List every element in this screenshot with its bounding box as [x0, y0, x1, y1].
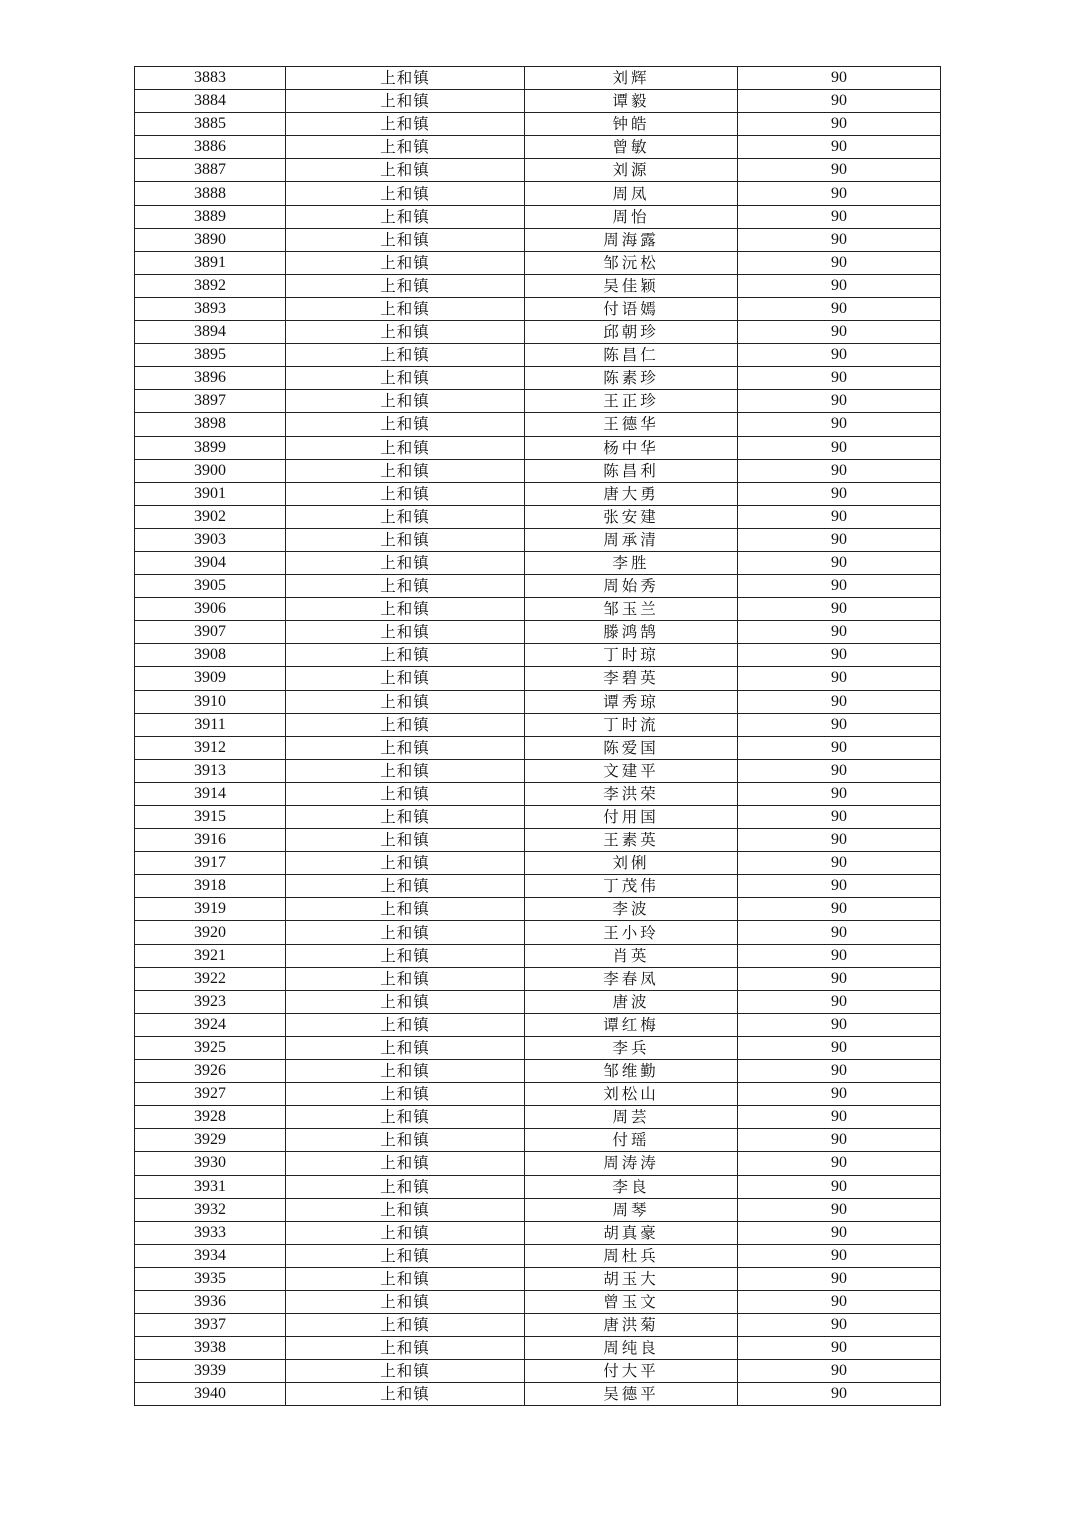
name-cell: 邹维勤 — [525, 1060, 738, 1083]
table-row — [135, 551, 941, 574]
table-row — [135, 782, 941, 805]
table-row — [135, 713, 941, 736]
score-cell: 90 — [738, 413, 941, 436]
score-cell: 90 — [738, 1337, 941, 1360]
table-row — [135, 1290, 941, 1313]
town-cell: 上和镇 — [286, 667, 525, 690]
table-row — [135, 944, 941, 967]
score-cell: 90 — [738, 551, 941, 574]
serial-number-cell: 3888 — [135, 182, 286, 205]
table-row — [135, 759, 941, 782]
table-row — [135, 113, 941, 136]
serial-number-cell: 3910 — [135, 690, 286, 713]
name-cell: 曾敏 — [525, 136, 738, 159]
table-row — [135, 367, 941, 390]
score-cell: 90 — [738, 1036, 941, 1059]
town-cell: 上和镇 — [286, 182, 525, 205]
table-row — [135, 829, 941, 852]
table-row — [135, 1337, 941, 1360]
score-cell: 90 — [738, 1314, 941, 1337]
name-cell: 李兵 — [525, 1036, 738, 1059]
serial-number-cell: 3920 — [135, 921, 286, 944]
serial-number-cell: 3902 — [135, 505, 286, 528]
table-row — [135, 1152, 941, 1175]
name-cell: 吴德平 — [525, 1383, 738, 1406]
name-cell: 曾玉文 — [525, 1290, 738, 1313]
score-cell: 90 — [738, 344, 941, 367]
score-cell: 90 — [738, 321, 941, 344]
score-cell: 90 — [738, 1244, 941, 1267]
serial-number-cell: 3895 — [135, 344, 286, 367]
table-row — [135, 90, 941, 113]
serial-number-cell: 3932 — [135, 1198, 286, 1221]
table-row — [135, 413, 941, 436]
table-row — [135, 228, 941, 251]
table-row — [135, 390, 941, 413]
name-cell: 邹玉兰 — [525, 598, 738, 621]
serial-number-cell: 3893 — [135, 297, 286, 320]
town-cell: 上和镇 — [286, 297, 525, 320]
town-cell: 上和镇 — [286, 205, 525, 228]
town-cell: 上和镇 — [286, 159, 525, 182]
serial-number-cell: 3915 — [135, 806, 286, 829]
score-cell: 90 — [738, 274, 941, 297]
name-cell: 胡真豪 — [525, 1221, 738, 1244]
name-cell: 周纯良 — [525, 1337, 738, 1360]
score-cell: 90 — [738, 1290, 941, 1313]
score-cell: 90 — [738, 90, 941, 113]
town-cell: 上和镇 — [286, 1152, 525, 1175]
score-cell: 90 — [738, 806, 941, 829]
name-cell: 张安建 — [525, 505, 738, 528]
town-cell: 上和镇 — [286, 575, 525, 598]
name-cell: 王素英 — [525, 829, 738, 852]
town-cell: 上和镇 — [286, 1337, 525, 1360]
table-row — [135, 321, 941, 344]
name-cell: 钟皓 — [525, 113, 738, 136]
serial-number-cell: 3897 — [135, 390, 286, 413]
town-cell: 上和镇 — [286, 67, 525, 90]
score-cell: 90 — [738, 228, 941, 251]
name-cell: 谭毅 — [525, 90, 738, 113]
name-cell: 李良 — [525, 1175, 738, 1198]
serial-number-cell: 3887 — [135, 159, 286, 182]
score-cell: 90 — [738, 67, 941, 90]
table-row — [135, 644, 941, 667]
table-row — [135, 1198, 941, 1221]
table-row — [135, 1383, 941, 1406]
town-cell: 上和镇 — [286, 782, 525, 805]
serial-number-cell: 3906 — [135, 598, 286, 621]
serial-number-cell: 3940 — [135, 1383, 286, 1406]
score-cell: 90 — [738, 459, 941, 482]
town-cell: 上和镇 — [286, 367, 525, 390]
score-cell: 90 — [738, 505, 941, 528]
name-cell: 陈昌利 — [525, 459, 738, 482]
serial-number-cell: 3919 — [135, 898, 286, 921]
name-cell: 谭红梅 — [525, 1013, 738, 1036]
town-cell: 上和镇 — [286, 898, 525, 921]
serial-number-cell: 3939 — [135, 1360, 286, 1383]
serial-number-cell: 3885 — [135, 113, 286, 136]
score-cell: 90 — [738, 759, 941, 782]
name-cell: 唐大勇 — [525, 482, 738, 505]
table-row — [135, 482, 941, 505]
table-row — [135, 505, 941, 528]
town-cell: 上和镇 — [286, 1036, 525, 1059]
town-cell: 上和镇 — [286, 1013, 525, 1036]
score-cell: 90 — [738, 944, 941, 967]
town-cell: 上和镇 — [286, 1267, 525, 1290]
table-row — [135, 1036, 941, 1059]
serial-number-cell: 3901 — [135, 482, 286, 505]
table-row — [135, 621, 941, 644]
name-cell: 周海露 — [525, 228, 738, 251]
score-cell: 90 — [738, 1013, 941, 1036]
name-cell: 丁时流 — [525, 713, 738, 736]
name-cell: 付瑶 — [525, 1129, 738, 1152]
town-cell: 上和镇 — [286, 644, 525, 667]
score-cell: 90 — [738, 898, 941, 921]
serial-number-cell: 3905 — [135, 575, 286, 598]
name-cell: 丁时琼 — [525, 644, 738, 667]
serial-number-cell: 3935 — [135, 1267, 286, 1290]
score-cell: 90 — [738, 367, 941, 390]
town-cell: 上和镇 — [286, 806, 525, 829]
serial-number-cell: 3937 — [135, 1314, 286, 1337]
serial-number-cell: 3883 — [135, 67, 286, 90]
serial-number-cell: 3922 — [135, 967, 286, 990]
town-cell: 上和镇 — [286, 344, 525, 367]
serial-number-cell: 3924 — [135, 1013, 286, 1036]
name-cell: 李洪荣 — [525, 782, 738, 805]
table-row — [135, 459, 941, 482]
score-cell: 90 — [738, 1383, 941, 1406]
serial-number-cell: 3900 — [135, 459, 286, 482]
serial-number-cell: 3891 — [135, 251, 286, 274]
town-cell: 上和镇 — [286, 1198, 525, 1221]
town-cell: 上和镇 — [286, 713, 525, 736]
town-cell: 上和镇 — [286, 1360, 525, 1383]
score-cell: 90 — [738, 1083, 941, 1106]
serial-number-cell: 3911 — [135, 713, 286, 736]
table-row — [135, 1221, 941, 1244]
table-row — [135, 598, 941, 621]
name-cell: 王正珍 — [525, 390, 738, 413]
town-cell: 上和镇 — [286, 690, 525, 713]
table-row — [135, 1060, 941, 1083]
score-cell: 90 — [738, 1198, 941, 1221]
town-cell: 上和镇 — [286, 1106, 525, 1129]
serial-number-cell: 3894 — [135, 321, 286, 344]
score-cell: 90 — [738, 621, 941, 644]
serial-number-cell: 3913 — [135, 759, 286, 782]
town-cell: 上和镇 — [286, 852, 525, 875]
score-cell: 90 — [738, 1152, 941, 1175]
town-cell: 上和镇 — [286, 921, 525, 944]
name-cell: 唐洪菊 — [525, 1314, 738, 1337]
town-cell: 上和镇 — [286, 528, 525, 551]
score-cell: 90 — [738, 598, 941, 621]
serial-number-cell: 3928 — [135, 1106, 286, 1129]
name-cell: 付大平 — [525, 1360, 738, 1383]
name-cell: 周杜兵 — [525, 1244, 738, 1267]
score-cell: 90 — [738, 251, 941, 274]
table-row — [135, 990, 941, 1013]
name-cell: 付用国 — [525, 806, 738, 829]
table-row — [135, 1083, 941, 1106]
table-row — [135, 1360, 941, 1383]
name-cell: 王小玲 — [525, 921, 738, 944]
serial-number-cell: 3918 — [135, 875, 286, 898]
score-cell: 90 — [738, 713, 941, 736]
name-cell: 杨中华 — [525, 436, 738, 459]
table-row — [135, 852, 941, 875]
serial-number-cell: 3892 — [135, 274, 286, 297]
table-row — [135, 1267, 941, 1290]
score-cell: 90 — [738, 1106, 941, 1129]
name-cell: 刘辉 — [525, 67, 738, 90]
name-cell: 周始秀 — [525, 575, 738, 598]
serial-number-cell: 3899 — [135, 436, 286, 459]
serial-number-cell: 3933 — [135, 1221, 286, 1244]
name-cell: 文建平 — [525, 759, 738, 782]
score-cell: 90 — [738, 390, 941, 413]
name-cell: 刘源 — [525, 159, 738, 182]
table-row — [135, 736, 941, 759]
table-row — [135, 1106, 941, 1129]
score-cell: 90 — [738, 297, 941, 320]
score-cell: 90 — [738, 1360, 941, 1383]
table-row — [135, 875, 941, 898]
score-cell: 90 — [738, 205, 941, 228]
table-row — [135, 667, 941, 690]
town-cell: 上和镇 — [286, 875, 525, 898]
serial-number-cell: 3938 — [135, 1337, 286, 1360]
serial-number-cell: 3931 — [135, 1175, 286, 1198]
serial-number-cell: 3890 — [135, 228, 286, 251]
score-cell: 90 — [738, 852, 941, 875]
town-cell: 上和镇 — [286, 1383, 525, 1406]
name-cell: 吴佳颖 — [525, 274, 738, 297]
score-cell: 90 — [738, 159, 941, 182]
town-cell: 上和镇 — [286, 90, 525, 113]
town-cell: 上和镇 — [286, 251, 525, 274]
town-cell: 上和镇 — [286, 967, 525, 990]
town-cell: 上和镇 — [286, 136, 525, 159]
table-row — [135, 1314, 941, 1337]
score-cell: 90 — [738, 782, 941, 805]
name-cell: 王德华 — [525, 413, 738, 436]
town-cell: 上和镇 — [286, 598, 525, 621]
town-cell: 上和镇 — [286, 1290, 525, 1313]
score-cell: 90 — [738, 967, 941, 990]
town-cell: 上和镇 — [286, 482, 525, 505]
name-cell: 周涛涛 — [525, 1152, 738, 1175]
score-cell: 90 — [738, 829, 941, 852]
table-row — [135, 251, 941, 274]
town-cell: 上和镇 — [286, 1083, 525, 1106]
score-cell: 90 — [738, 1129, 941, 1152]
table-row — [135, 967, 941, 990]
table-row — [135, 136, 941, 159]
score-cell: 90 — [738, 575, 941, 598]
serial-number-cell: 3934 — [135, 1244, 286, 1267]
table-row — [135, 1175, 941, 1198]
serial-number-cell: 3916 — [135, 829, 286, 852]
serial-number-cell: 3923 — [135, 990, 286, 1013]
serial-number-cell: 3908 — [135, 644, 286, 667]
serial-number-cell: 3889 — [135, 205, 286, 228]
town-cell: 上和镇 — [286, 944, 525, 967]
table-row — [135, 690, 941, 713]
town-cell: 上和镇 — [286, 436, 525, 459]
serial-number-cell: 3930 — [135, 1152, 286, 1175]
score-cell: 90 — [738, 182, 941, 205]
serial-number-cell: 3903 — [135, 528, 286, 551]
serial-number-cell: 3904 — [135, 551, 286, 574]
score-cell: 90 — [738, 1060, 941, 1083]
serial-number-cell: 3907 — [135, 621, 286, 644]
score-cell: 90 — [738, 736, 941, 759]
table-row — [135, 1244, 941, 1267]
town-cell: 上和镇 — [286, 113, 525, 136]
table-row — [135, 297, 941, 320]
name-cell: 丁茂伟 — [525, 875, 738, 898]
town-cell: 上和镇 — [286, 274, 525, 297]
table-row — [135, 182, 941, 205]
name-cell: 陈昌仁 — [525, 344, 738, 367]
serial-number-cell: 3917 — [135, 852, 286, 875]
town-cell: 上和镇 — [286, 736, 525, 759]
table-row — [135, 205, 941, 228]
name-cell: 谭秀琼 — [525, 690, 738, 713]
score-cell: 90 — [738, 667, 941, 690]
name-cell: 刘俐 — [525, 852, 738, 875]
score-cell: 90 — [738, 644, 941, 667]
town-cell: 上和镇 — [286, 505, 525, 528]
table-row — [135, 436, 941, 459]
serial-number-cell: 3898 — [135, 413, 286, 436]
town-cell: 上和镇 — [286, 1244, 525, 1267]
town-cell: 上和镇 — [286, 1221, 525, 1244]
name-cell: 周凤 — [525, 182, 738, 205]
score-cell: 90 — [738, 113, 941, 136]
serial-number-cell: 3926 — [135, 1060, 286, 1083]
serial-number-cell: 3927 — [135, 1083, 286, 1106]
town-cell: 上和镇 — [286, 1175, 525, 1198]
name-cell: 付语嫣 — [525, 297, 738, 320]
table-row — [135, 274, 941, 297]
serial-number-cell: 3912 — [135, 736, 286, 759]
name-cell: 唐波 — [525, 990, 738, 1013]
name-cell: 周芸 — [525, 1106, 738, 1129]
serial-number-cell: 3914 — [135, 782, 286, 805]
serial-number-cell: 3925 — [135, 1036, 286, 1059]
name-cell: 陈素珍 — [525, 367, 738, 390]
town-cell: 上和镇 — [286, 990, 525, 1013]
serial-number-cell: 3929 — [135, 1129, 286, 1152]
score-cell: 90 — [738, 1175, 941, 1198]
table-row — [135, 575, 941, 598]
serial-number-cell: 3936 — [135, 1290, 286, 1313]
score-cell: 90 — [738, 921, 941, 944]
score-cell: 90 — [738, 482, 941, 505]
roster-table — [134, 66, 941, 1406]
town-cell: 上和镇 — [286, 759, 525, 782]
score-cell: 90 — [738, 690, 941, 713]
serial-number-cell: 3921 — [135, 944, 286, 967]
table-row — [135, 344, 941, 367]
serial-number-cell: 3886 — [135, 136, 286, 159]
town-cell: 上和镇 — [286, 1314, 525, 1337]
score-cell: 90 — [738, 436, 941, 459]
score-cell: 90 — [738, 990, 941, 1013]
score-cell: 90 — [738, 528, 941, 551]
serial-number-cell: 3909 — [135, 667, 286, 690]
table-row — [135, 67, 941, 90]
table-row — [135, 159, 941, 182]
town-cell: 上和镇 — [286, 459, 525, 482]
score-cell: 90 — [738, 875, 941, 898]
score-cell: 90 — [738, 136, 941, 159]
table-row — [135, 1013, 941, 1036]
table-row — [135, 921, 941, 944]
town-cell: 上和镇 — [286, 1129, 525, 1152]
name-cell: 周怡 — [525, 205, 738, 228]
score-cell: 90 — [738, 1267, 941, 1290]
table-row — [135, 806, 941, 829]
town-cell: 上和镇 — [286, 413, 525, 436]
name-cell: 邱朝珍 — [525, 321, 738, 344]
serial-number-cell: 3896 — [135, 367, 286, 390]
table-row — [135, 1129, 941, 1152]
table-row — [135, 528, 941, 551]
name-cell: 刘松山 — [525, 1083, 738, 1106]
name-cell: 陈爱国 — [525, 736, 738, 759]
name-cell: 李碧英 — [525, 667, 738, 690]
score-cell: 90 — [738, 1221, 941, 1244]
town-cell: 上和镇 — [286, 829, 525, 852]
town-cell: 上和镇 — [286, 621, 525, 644]
name-cell: 邹沅松 — [525, 251, 738, 274]
town-cell: 上和镇 — [286, 1060, 525, 1083]
name-cell: 李胜 — [525, 551, 738, 574]
town-cell: 上和镇 — [286, 321, 525, 344]
table-row — [135, 898, 941, 921]
roster-table-body — [135, 67, 941, 1406]
name-cell: 周琴 — [525, 1198, 738, 1221]
serial-number-cell: 3884 — [135, 90, 286, 113]
town-cell: 上和镇 — [286, 228, 525, 251]
name-cell: 周承清 — [525, 528, 738, 551]
name-cell: 胡玉大 — [525, 1267, 738, 1290]
town-cell: 上和镇 — [286, 551, 525, 574]
name-cell: 肖英 — [525, 944, 738, 967]
town-cell: 上和镇 — [286, 390, 525, 413]
name-cell: 李春凤 — [525, 967, 738, 990]
name-cell: 李波 — [525, 898, 738, 921]
name-cell: 滕鸿鹄 — [525, 621, 738, 644]
